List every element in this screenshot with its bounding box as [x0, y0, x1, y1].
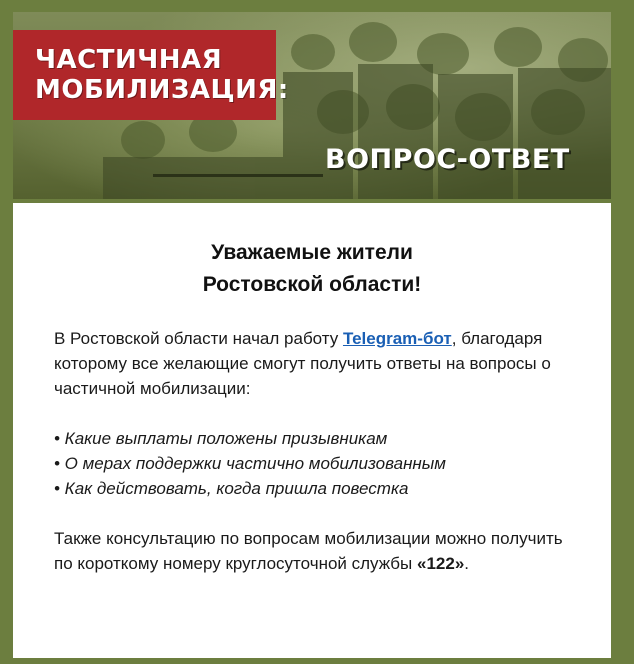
- telegram-bot-link[interactable]: Telegram-бот: [342, 329, 452, 348]
- list-item: • О мерах поддержки частично мобилизованным: [54, 454, 446, 473]
- title-box: [13, 30, 289, 120]
- hotline-number: «122»: [417, 554, 465, 573]
- intro-text-after: , благодаря которому все желающие смогут получить ответы на вопросы о частичной мобилизации:: [54, 329, 551, 398]
- list-item: • Как действовать, когда пришла повестка: [54, 479, 409, 498]
- intro-text-before: В Ростовской области начал работу: [54, 329, 343, 348]
- banner-title-line2: МОБИЛИЗАЦИЯ:: [35, 75, 289, 105]
- content-card: [13, 203, 611, 658]
- banner-divider: [153, 174, 323, 177]
- outro-paragraph: [54, 526, 584, 576]
- header-banner: [13, 12, 611, 199]
- outro-text-before: Также консультацию по вопросам мобилизации можно получить по короткому номеру круглосуточной службы: [54, 529, 563, 573]
- bullet-list: [54, 426, 584, 501]
- banner-subtitle: ВОПРОС-ОТВЕТ: [325, 144, 570, 175]
- banner-title-line1: ЧАСТИЧНАЯ: [35, 45, 223, 75]
- intro-paragraph: [54, 326, 584, 401]
- heading-line1: Уважаемые жители: [211, 241, 413, 264]
- page-heading: [13, 237, 611, 301]
- outro-text-after: .: [464, 554, 470, 573]
- list-item: • Какие выплаты положены призывникам: [54, 429, 388, 448]
- heading-line2: Ростовской области!: [202, 273, 422, 296]
